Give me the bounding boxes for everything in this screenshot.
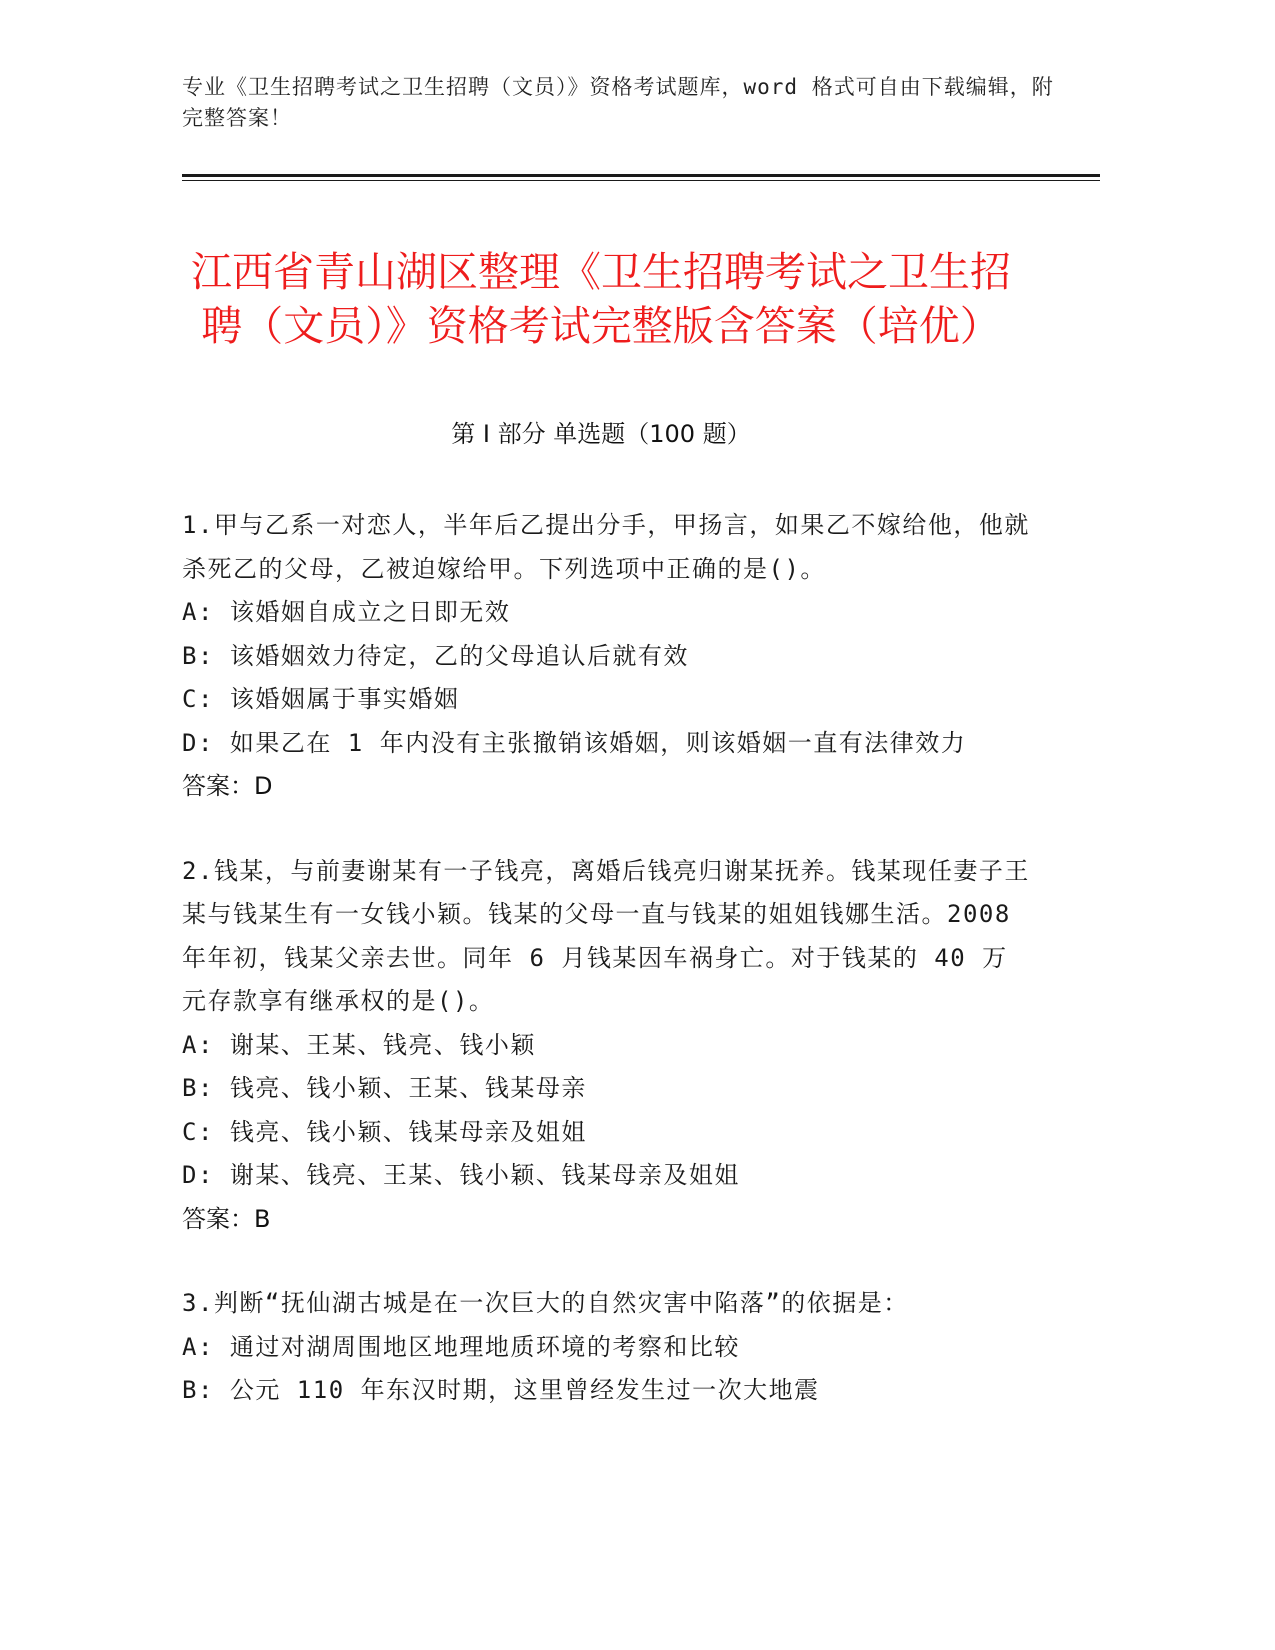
question-2 bbox=[182, 850, 1032, 1242]
header-note: 专业《卫生招聘考试之卫生招聘（文员）》资格考试题库，word 格式可自由下载编辑，附完整答案！ bbox=[182, 75, 1054, 130]
option-a: A: 该婚姻自成立之日即无效 bbox=[182, 598, 511, 626]
answer: 答案：B bbox=[182, 1204, 271, 1233]
header-divider-thin bbox=[182, 180, 1100, 181]
option-d: D: 如果乙在 1 年内没有主张撤销该婚姻，则该婚姻一直有法律效力 bbox=[182, 728, 967, 757]
option-d: D: 谢某、钱亮、王某、钱小颖、钱某母亲及姐姐 bbox=[182, 1161, 740, 1189]
question-1 bbox=[182, 504, 1032, 809]
option-c: C: 该婚姻属于事实婚姻 bbox=[182, 685, 460, 713]
question-list bbox=[182, 504, 1032, 1454]
question-text: 3.判断“抚仙湖古城是在一次巨大的自然灾害中陷落”的依据是： bbox=[182, 1289, 909, 1317]
option-b: B: 钱亮、钱小颖、王某、钱某母亲 bbox=[182, 1074, 587, 1102]
question-text: 2.钱某，与前妻谢某有一子钱亮，离婚后钱亮归谢某抚养。钱某现任妻子王某与钱某生有一女钱小颖。钱某的父母一直与钱某的姐姐钱娜生活。2008 年年初，钱某父亲去世。同年 6 月钱某因车祸身亡。对于钱某的 40 万元存款享有继承权的是()。 bbox=[182, 856, 1030, 1015]
question-3 bbox=[182, 1282, 1032, 1413]
option-a: A: 谢某、王某、钱亮、钱小颖 bbox=[182, 1030, 536, 1059]
option-c: C: 钱亮、钱小颖、钱某母亲及姐姐 bbox=[182, 1117, 587, 1146]
option-a: A: 通过对湖周围地区地理地质环境的考察和比较 bbox=[182, 1332, 740, 1361]
option-b: B: 公元 110 年东汉时期，这里曾经发生过一次大地震 bbox=[182, 1376, 820, 1404]
question-text: 1.甲与乙系一对恋人，半年后乙提出分手，甲扬言，如果乙不嫁给他，他就杀死乙的父母，乙被迫嫁给甲。下列选项中正确的是()。 bbox=[182, 511, 1030, 583]
section-title: 第 I 部分 单选题（100 题） bbox=[451, 420, 751, 448]
document-title: 江西省青山湖区整理《卫生招聘考试之卫生招聘（文员）》资格考试完整版含答案（培优） bbox=[191, 248, 1011, 351]
answer: 答案：D bbox=[182, 772, 273, 800]
header-divider-thick bbox=[182, 174, 1100, 177]
option-b: B: 该婚姻效力待定，乙的父母追认后就有效 bbox=[182, 641, 689, 670]
